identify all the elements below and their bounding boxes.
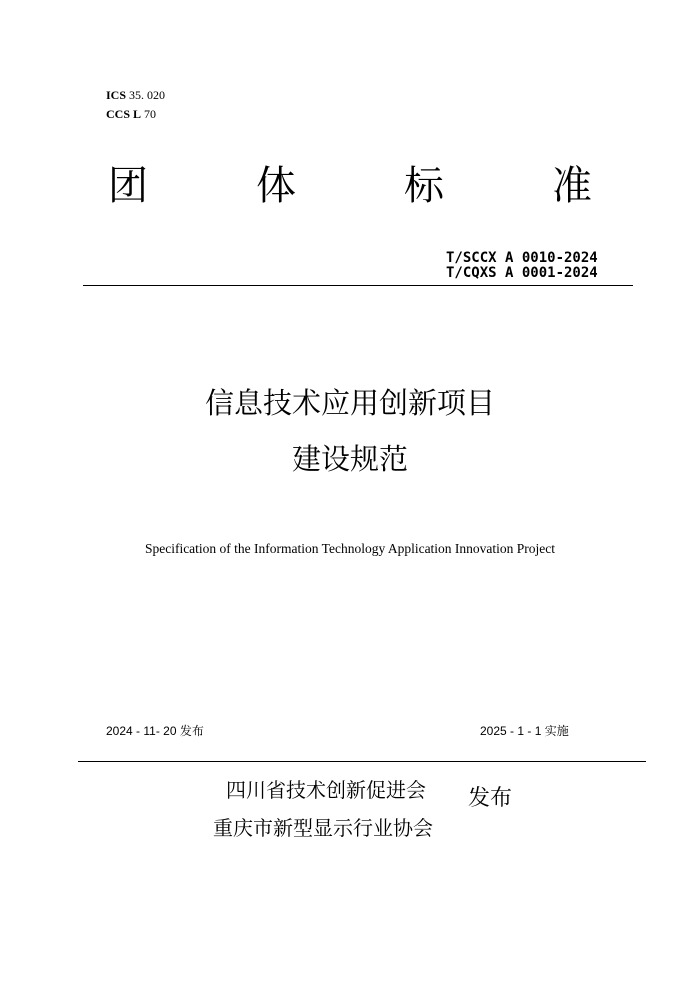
- standard-number-cqxs: T/CQXS A 0001-2024: [446, 265, 598, 281]
- issue-date: 2024 - 11- 20 发布: [106, 724, 204, 738]
- doc-type-char-3: 标: [404, 163, 444, 209]
- header-divider: [83, 285, 633, 286]
- doc-type-char-2: 体: [256, 163, 296, 209]
- ics-value: 35. 020: [129, 88, 166, 102]
- ccs-label: CCS L: [106, 107, 142, 121]
- ics-code: [106, 88, 165, 102]
- title-line-1: 信息技术应用创新项目: [204, 386, 495, 420]
- ccs-code: [106, 107, 156, 121]
- ics-label: ICS: [106, 88, 127, 102]
- publisher-sichuan: 四川省技术创新促进会: [226, 778, 426, 802]
- doc-type-char-1: 团: [108, 163, 148, 209]
- publish-label: 发布: [468, 786, 513, 811]
- footer-divider: [78, 761, 646, 762]
- ccs-value: 70: [144, 107, 157, 121]
- english-title: Specification of the Information Technology Application Innovation Project: [144, 541, 556, 556]
- standard-number-sccx: T/SCCX A 0010-2024: [446, 250, 598, 266]
- effective-date: 2025 - 1 - 1 实施: [480, 724, 569, 738]
- doc-type-char-4: 准: [552, 163, 592, 209]
- publisher-chongqing: 重庆市新型显示行业协会: [213, 816, 433, 840]
- title-line-2: 建设规范: [291, 442, 408, 476]
